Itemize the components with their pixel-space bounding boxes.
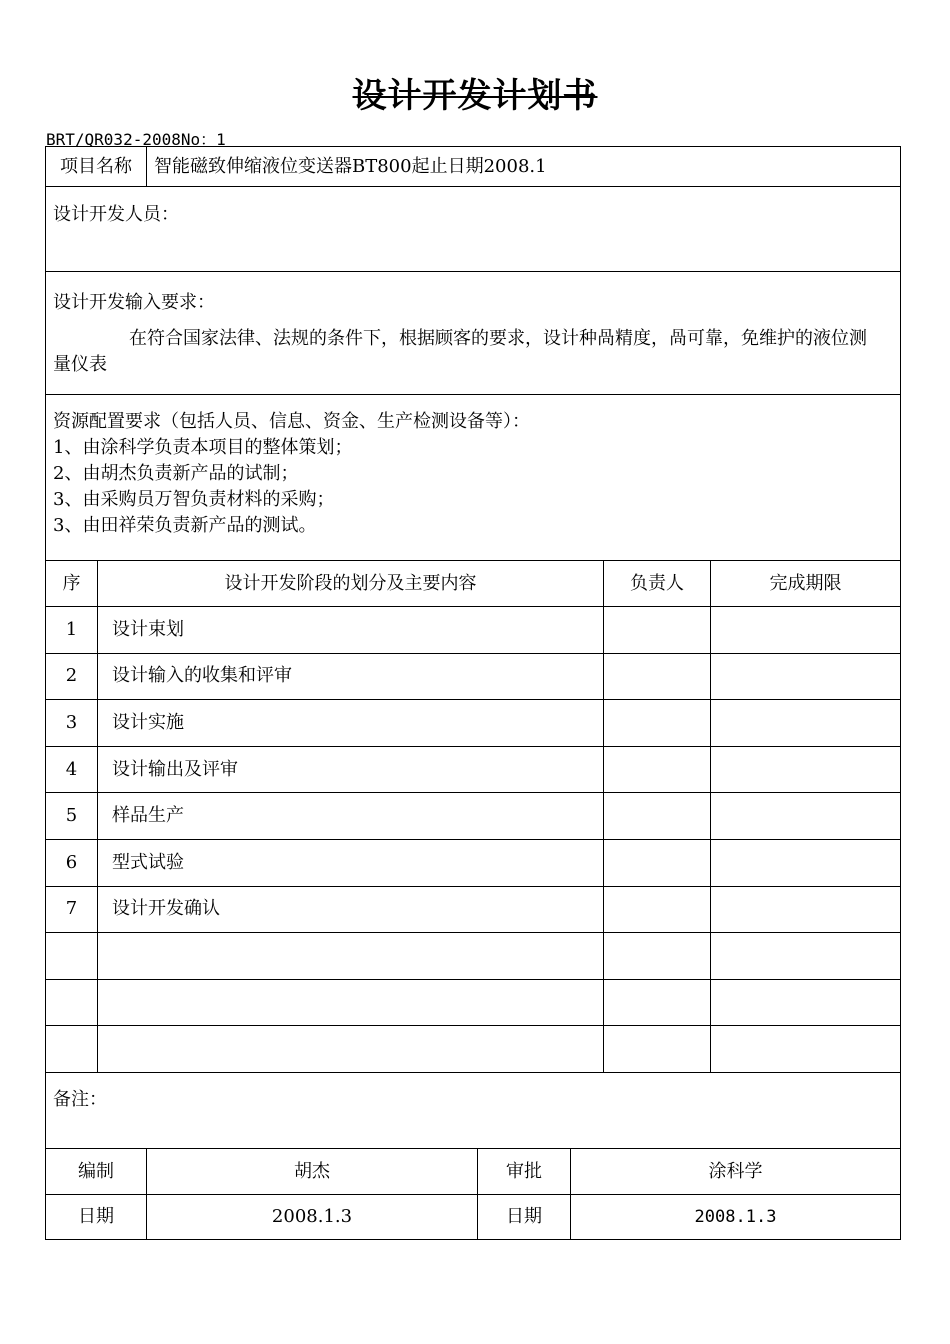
table-row [46, 654, 900, 701]
header-content: 设计开发阶段的划分及主要内容 [98, 561, 604, 606]
table-row [46, 840, 900, 887]
header-deadline: 完成期限 [769, 572, 842, 594]
input-requirements-text: 在符合国家法律、法规的条件下，根据顾客的要求，设计种咼精度，咼可靠，免维护的液位测量仪表 [53, 328, 867, 375]
approved-label: 审批 [478, 1149, 571, 1194]
table-row [46, 1026, 900, 1073]
stage-no: 7 [46, 887, 98, 933]
stage-content: 设计实施 [98, 700, 604, 746]
input-requirements-row [46, 272, 900, 395]
table-row [46, 933, 900, 980]
prepared-by: 胡杰 [147, 1149, 478, 1194]
stage-content: 设计开发确认 [98, 887, 604, 933]
header-owner: 负责人 [604, 561, 711, 606]
stage-content: 样品生产 [98, 793, 604, 839]
stage-no: 2 [46, 654, 98, 700]
stage-no: 5 [46, 793, 98, 839]
resources-row [46, 395, 900, 561]
signoff-date-row [46, 1195, 900, 1239]
stage-content: 设计输出及评审 [98, 747, 604, 793]
prepared-date-label: 日期 [46, 1195, 147, 1239]
stage-deadline [711, 747, 900, 793]
stage-owner [604, 747, 711, 793]
table-row [46, 607, 900, 654]
stage-content: 设计输入的收集和评审 [98, 654, 604, 700]
prepared-label: 编制 [46, 1149, 147, 1194]
plan-form [45, 146, 901, 1240]
resource-item: 3、由采购员万智负责材料的采购； [53, 489, 335, 510]
resource-item: 3、由田祥荣负责新产品的测试。 [53, 515, 317, 536]
resource-item: 2、由胡杰负责新产品的试制； [53, 463, 299, 484]
input-requirements-label: 设计开发输入要求： [53, 292, 215, 313]
resource-item: 1、由涂科学负责本项目的整体策划； [53, 437, 353, 458]
stage-deadline [711, 1026, 900, 1072]
approved-date: 2008.1.3 [694, 1207, 777, 1227]
stage-owner [604, 654, 711, 700]
stage-content: 设计束划 [98, 607, 604, 653]
project-row [46, 147, 900, 187]
table-row [46, 700, 900, 747]
document-number: BRT/QR032-2008No：1 [46, 130, 226, 149]
stage-no [46, 933, 98, 979]
stage-deadline [711, 887, 900, 933]
stage-no: 4 [46, 747, 98, 793]
stage-owner [604, 607, 711, 653]
stage-no [46, 1026, 98, 1072]
table-row [46, 747, 900, 794]
project-name-label: 项目名称 [46, 147, 147, 186]
remarks-row [46, 1073, 900, 1149]
developers-label: 设计开发人员： [53, 204, 179, 225]
stage-owner [604, 980, 711, 1026]
stage-owner [604, 700, 711, 746]
project-name-value: 智能磁致伸缩液位变送器BT800起止日期2008.1 [154, 155, 547, 177]
stage-content [98, 1026, 604, 1072]
stage-owner [604, 840, 711, 886]
approved-date-label: 日期 [478, 1195, 571, 1239]
stage-owner [604, 933, 711, 979]
prepared-date: 2008.1.3 [147, 1195, 478, 1239]
stages-header-row [46, 561, 900, 607]
stage-owner [604, 1026, 711, 1072]
resources-label: 资源配置要求（包括人员、信息、资金、生产检测设备等）： [53, 411, 530, 432]
stage-deadline [711, 700, 900, 746]
stage-deadline [711, 793, 900, 839]
stage-deadline [711, 607, 900, 653]
stage-content [98, 980, 604, 1026]
stage-deadline [711, 980, 900, 1026]
header-no: 序 [46, 561, 98, 606]
table-row [46, 793, 900, 840]
document-title: 设计开发计划书 [352, 76, 598, 116]
stage-content [98, 933, 604, 979]
stage-no: 6 [46, 840, 98, 886]
developers-row [46, 187, 900, 272]
approved-by: 涂科学 [708, 1160, 763, 1182]
stage-deadline [711, 933, 900, 979]
stage-owner [604, 887, 711, 933]
stage-owner [604, 793, 711, 839]
stage-content: 型式试验 [98, 840, 604, 886]
stage-no [46, 980, 98, 1026]
stage-deadline [711, 654, 900, 700]
remarks-label: 备注： [53, 1089, 107, 1110]
table-row [46, 980, 900, 1027]
stage-deadline [711, 840, 900, 886]
signoff-prepared-row [46, 1149, 900, 1195]
stage-no: 1 [46, 607, 98, 653]
stage-no: 3 [46, 700, 98, 746]
table-row [46, 887, 900, 934]
